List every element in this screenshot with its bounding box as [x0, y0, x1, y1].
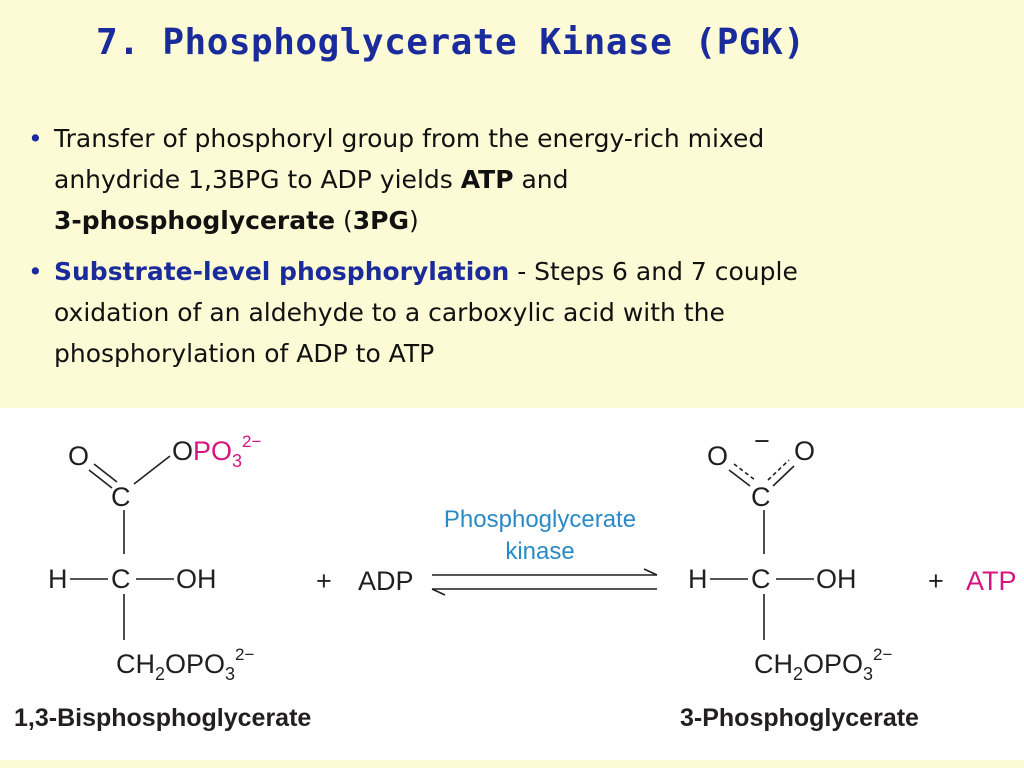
product-ch2opo3: $CH_2OPO_3^{2-}$: [754, 645, 893, 684]
plus-sign: +: [928, 566, 944, 596]
forward-arrow-head: [644, 569, 657, 575]
product-structure: [680, 426, 919, 732]
atp-label: ATP: [966, 566, 1017, 596]
bullet-line: anhydride 1,3BPG to ADP yields ATP and: [54, 165, 569, 194]
single-bond: [134, 456, 170, 484]
bullet-item-substrate-level: [26, 251, 1006, 374]
reactant-h: H: [48, 564, 68, 594]
product-minus: −: [754, 426, 770, 456]
title-text: Phosphoglycerate Kinase (PGK): [162, 22, 806, 63]
plus-sign: +: [316, 566, 332, 596]
reactant-ch2opo3: $CH_2OPO_3^{2-}$: [116, 645, 255, 684]
product-o-right: O: [794, 436, 816, 466]
resonance-bond: [768, 460, 789, 480]
3pg-term: 3-phosphoglycerate: [54, 206, 336, 235]
atp-term: ATP: [460, 165, 514, 194]
enzyme-name-line1: Phosphoglycerate: [443, 506, 637, 533]
reactant-oh: OH: [176, 564, 217, 594]
bullet-dot: •: [28, 257, 43, 286]
bullet-item-pgk-transfer: [26, 118, 1006, 241]
bullet-line: 3-phosphoglycerate (3PG): [54, 206, 419, 235]
product-carbon-1: C: [751, 482, 771, 512]
double-bond: [89, 470, 112, 488]
reaction-figure: [0, 408, 1024, 760]
reverse-arrow-head: [432, 589, 445, 595]
double-bond: [94, 464, 117, 482]
bullet-line: oxidation of an aldehyde to a carboxylic acid with the: [54, 298, 725, 327]
product-carbon-2: C: [751, 564, 771, 594]
adp-label: ADP: [358, 566, 414, 596]
product-oh: OH: [816, 564, 857, 594]
resonance-bond: [734, 464, 755, 480]
phosphate-group: $PO_3^{2-}$: [193, 432, 262, 471]
bullet-line: phosphorylation of ADP to ATP: [54, 339, 435, 368]
enzyme-name-line2: kinase: [505, 538, 575, 565]
bullet-dot: •: [28, 124, 43, 153]
bullet-line: Transfer of phosphoryl group from the energy-rich mixed: [54, 124, 765, 153]
equilibrium-arrow-icon: [432, 569, 657, 595]
resonance-bond: [729, 470, 750, 486]
reactant-carbon-1: C: [111, 482, 131, 512]
product-o-left: O: [707, 441, 729, 471]
resonance-bond: [773, 466, 794, 486]
reactant-name: 1,3-Bisphosphoglycerate: [14, 704, 312, 732]
substrate-level-term: Substrate-level phosphorylation: [54, 257, 510, 286]
bullet-line: Substrate-level phosphorylation - Steps 6 and 7 couple: [54, 257, 798, 286]
bullet-list: [26, 118, 1006, 384]
slide-title: [96, 22, 805, 63]
reactant-carbonyl-o: O: [68, 441, 90, 471]
3pg-abbrev: 3PG: [352, 206, 409, 235]
reactant-ester-o: O: [172, 436, 194, 466]
reactant-structure: [14, 432, 311, 732]
reaction-diagram: [0, 408, 1024, 760]
reactant-carbon-2: C: [111, 564, 131, 594]
title-number: 7.: [96, 22, 141, 63]
product-name: 3-Phosphoglycerate: [680, 704, 919, 732]
product-h: H: [688, 564, 708, 594]
